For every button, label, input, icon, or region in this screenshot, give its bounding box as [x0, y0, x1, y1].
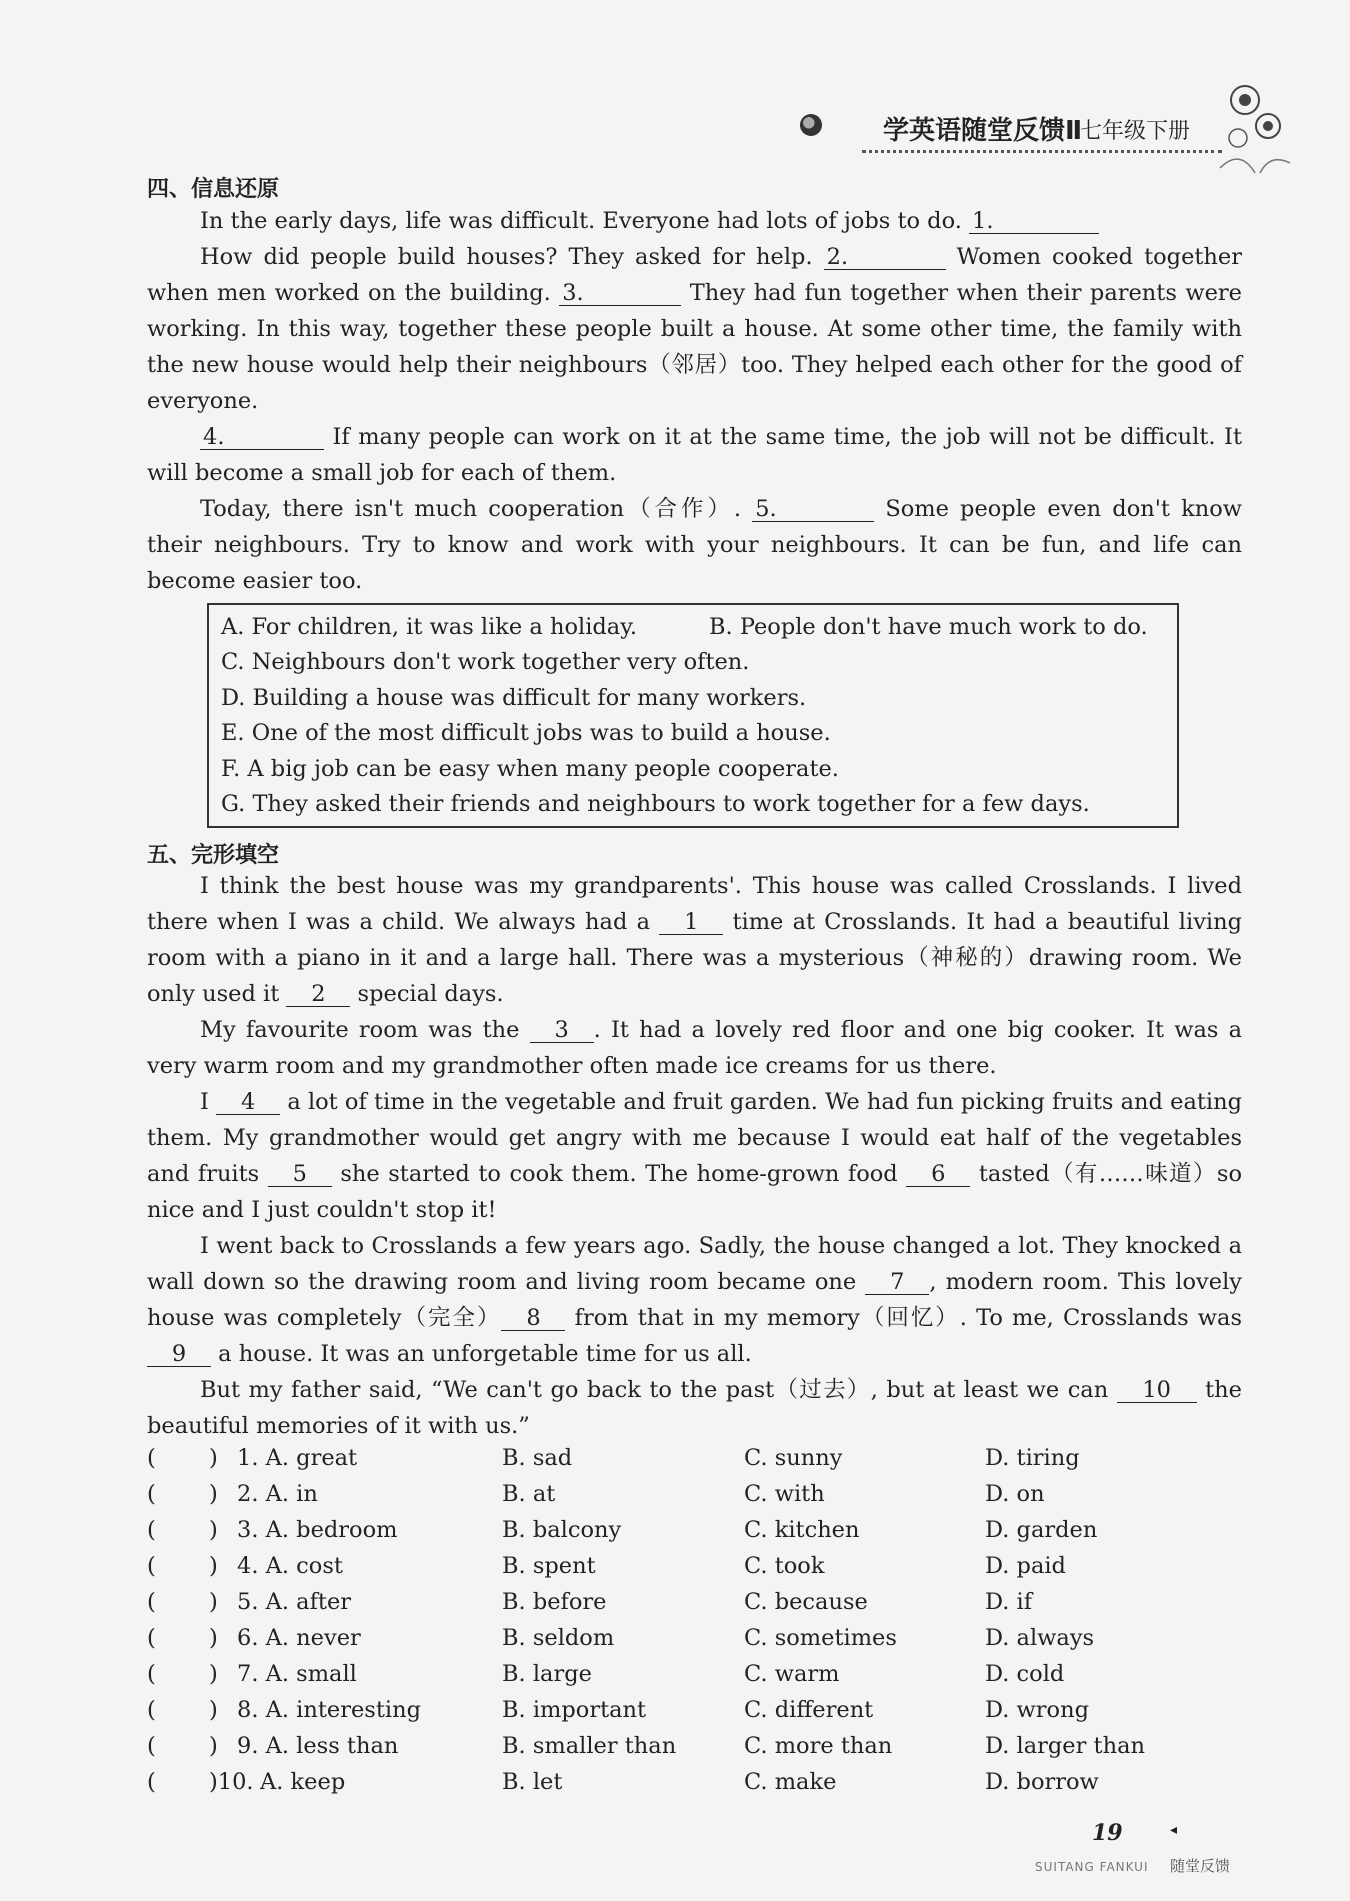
- choice-a: A. keep: [260, 1769, 346, 1795]
- s5-p3-text-3: she started to cook them. The home-grown food: [331, 1161, 907, 1187]
- question-row: [147, 1553, 1247, 1587]
- answer-paren-close: ): [209, 1517, 218, 1543]
- question-row: [147, 1589, 1247, 1623]
- answer-blank-1[interactable]: 1.: [969, 209, 1099, 234]
- choice-a: 3. A. bedroom: [237, 1517, 398, 1543]
- answer-paren-open[interactable]: (: [147, 1769, 156, 1795]
- answer-paren-close: ): [209, 1625, 218, 1651]
- option-b: B. People don't have much work to do.: [709, 614, 1148, 640]
- book-title: 学英语随堂反馈Ⅱ: [883, 116, 1083, 146]
- choice-b: B. sad: [502, 1445, 573, 1471]
- choice-b: B. spent: [502, 1553, 596, 1579]
- choice-d: D. if: [985, 1589, 1033, 1615]
- question-row: [147, 1697, 1247, 1731]
- choice-c: C. kitchen: [744, 1517, 860, 1543]
- s5-p2-text-1: My favourite room was the: [200, 1017, 530, 1043]
- s5-paragraph-1: [147, 868, 1242, 1012]
- cloze-blank-3[interactable]: 3: [530, 1018, 594, 1043]
- footer-brand: SUITANG FANKUI: [1035, 1860, 1149, 1874]
- cloze-blank-2[interactable]: 2: [286, 982, 350, 1007]
- answer-paren-close: )10.: [209, 1769, 254, 1795]
- cloze-blank-1[interactable]: 1: [659, 910, 723, 935]
- cloze-blank-10[interactable]: 10: [1117, 1378, 1197, 1403]
- choice-a: 5. A. after: [237, 1589, 352, 1615]
- answer-blank-4[interactable]: 4.: [200, 425, 324, 450]
- choice-a: 6. A. never: [237, 1625, 361, 1651]
- s5-p3-text-4: tasted（有……味道）so nice and I just couldn't stop it!: [147, 1161, 1242, 1223]
- s4-p1-text: In the early days, life was difficult. Everyone had lots of jobs to do.: [200, 208, 970, 234]
- choice-a: 4. A. cost: [237, 1553, 343, 1579]
- question-row: [147, 1625, 1247, 1659]
- choice-c: C. with: [744, 1481, 825, 1507]
- choice-b: B. let: [502, 1769, 563, 1795]
- book-grade: 七年级下册: [1080, 119, 1191, 144]
- choice-d: D. on: [985, 1481, 1045, 1507]
- answer-paren-close: ): [209, 1445, 218, 1471]
- answer-paren-close: ): [209, 1733, 218, 1759]
- answer-paren-close: ): [209, 1697, 218, 1723]
- question-row: [147, 1661, 1247, 1695]
- cloze-blank-4[interactable]: 4: [216, 1090, 280, 1115]
- section-title-info-restore: 四、信息还原: [147, 177, 280, 202]
- s4-paragraph-3: [147, 419, 1242, 491]
- page-header: [800, 108, 1240, 148]
- s4-p2-text-1: How did people build houses? They asked for help.: [200, 244, 824, 270]
- s5-paragraph-5: [147, 1372, 1242, 1444]
- s5-p3-text-1: I: [200, 1089, 217, 1115]
- s5-paragraph-2: [147, 1012, 1242, 1084]
- question-row: [147, 1769, 1247, 1803]
- answer-blank-3[interactable]: 3.: [559, 281, 681, 306]
- s4-p4-text-2: Some people even don't know their neighbours. Try to know and work with your neighbours. It can be fun, and life can become easier too.: [147, 496, 1242, 594]
- answer-paren-open[interactable]: (: [147, 1625, 156, 1651]
- choice-d: D. wrong: [985, 1697, 1089, 1723]
- circle-bullet-icon: [800, 114, 822, 136]
- s4-paragraph-2: [147, 239, 1242, 419]
- answer-paren-open[interactable]: (: [147, 1733, 156, 1759]
- answer-blank-2[interactable]: 2.: [824, 245, 946, 270]
- s5-paragraph-4: [147, 1228, 1242, 1372]
- answer-paren-open[interactable]: (: [147, 1445, 156, 1471]
- choice-b: B. before: [502, 1589, 607, 1615]
- answer-paren-open[interactable]: (: [147, 1589, 156, 1615]
- choice-b: B. at: [502, 1481, 556, 1507]
- choice-a: 2. A. in: [237, 1481, 318, 1507]
- choice-b: B. important: [502, 1697, 647, 1723]
- choice-a: 7. A. small: [237, 1661, 357, 1687]
- choice-d: D. always: [985, 1625, 1095, 1651]
- option-g: G. They asked their friends and neighbours to work together for a few days.: [221, 791, 1090, 817]
- option-e: E. One of the most difficult jobs was to build a house.: [221, 720, 831, 746]
- s4-p2-text-2: Women cooked together when men worked on the building.: [147, 244, 1242, 306]
- cloze-blank-7[interactable]: 7: [865, 1270, 929, 1295]
- s5-p2-text-2: . It had a lovely red floor and one big cooker. It was a very warm room and my grandmother often made ice creams for us there.: [147, 1017, 1242, 1079]
- s5-p1-text-3: special days.: [350, 981, 504, 1007]
- s4-paragraph-1: [147, 203, 1242, 239]
- answer-paren-close: ): [209, 1481, 218, 1507]
- cloze-blank-9[interactable]: 9: [147, 1342, 211, 1367]
- sunflower-decoration-icon: [1210, 78, 1300, 178]
- s5-p1-text-2: time at Crosslands. It had a beautiful living room with a piano in it and a large hall. There was a mysterious（神秘的）drawing room. We only used it: [147, 909, 1242, 1007]
- s4-p2-text-3: They had fun together when their parents were working. In this way, together these people built a house. At some other time, the family with the new house would help their neighbours（邻居）too. They helped each other for the good of everyone.: [147, 280, 1242, 414]
- choice-c: C. sometimes: [744, 1625, 897, 1651]
- cloze-blank-8[interactable]: 8: [501, 1306, 565, 1331]
- choice-a: 8. A. interesting: [237, 1697, 421, 1723]
- question-row: [147, 1517, 1247, 1551]
- answer-paren-open[interactable]: (: [147, 1553, 156, 1579]
- choice-d: D. paid: [985, 1553, 1066, 1579]
- choice-a: 1. A. great: [237, 1445, 358, 1471]
- header-divider: [862, 150, 1222, 153]
- choice-b: B. balcony: [502, 1517, 622, 1543]
- answer-paren-open[interactable]: (: [147, 1661, 156, 1687]
- s5-p5-text-1: But my father said, “We can't go back to the past（过去）, but at least we can: [200, 1377, 1117, 1403]
- choice-d: D. larger than: [985, 1733, 1145, 1759]
- choice-b: B. seldom: [502, 1625, 615, 1651]
- s5-p1-text-1: I think the best house was my grandparents'. This house was called Crosslands. I lived there when I was a child. We always had a: [147, 873, 1242, 935]
- arrow-left-icon: ◂: [1170, 1822, 1178, 1838]
- choice-b: B. smaller than: [502, 1733, 677, 1759]
- answer-paren-close: ): [209, 1553, 218, 1579]
- choice-d: D. tiring: [985, 1445, 1080, 1471]
- page-number: 19: [1092, 1820, 1123, 1846]
- choice-d: D. cold: [985, 1661, 1065, 1687]
- choice-c: C. different: [744, 1697, 874, 1723]
- s5-p4-text-3: from that in my memory（回忆）. To me, Crosslands was: [565, 1305, 1242, 1331]
- s5-paragraph-3: [147, 1084, 1242, 1228]
- s4-paragraph-4: [147, 491, 1242, 599]
- choice-c: C. sunny: [744, 1445, 843, 1471]
- s5-p4-text-4: a house. It was an unforgetable time for us all.: [211, 1341, 752, 1367]
- s5-p5-text-2: the beautiful memories of it with us.”: [147, 1377, 1242, 1439]
- section-title-cloze: 五、完形填空: [147, 843, 280, 868]
- options-box: [207, 603, 1179, 828]
- answer-blank-5[interactable]: 5.: [752, 497, 874, 522]
- choice-c: C. make: [744, 1769, 837, 1795]
- cloze-blank-5[interactable]: 5: [268, 1162, 332, 1187]
- option-d: D. Building a house was difficult for many workers.: [221, 685, 807, 711]
- choice-d: D. garden: [985, 1517, 1098, 1543]
- question-row: [147, 1481, 1247, 1515]
- footer-tag: 随堂反馈: [1170, 1857, 1231, 1875]
- answer-paren-close: ): [209, 1661, 218, 1687]
- choice-c: C. because: [744, 1589, 868, 1615]
- choice-c: C. warm: [744, 1661, 840, 1687]
- answer-paren-close: ): [209, 1589, 218, 1615]
- answer-paren-open[interactable]: (: [147, 1517, 156, 1543]
- choice-c: C. took: [744, 1553, 825, 1579]
- option-c: C. Neighbours don't work together very often.: [221, 649, 750, 675]
- option-a: A. For children, it was like a holiday.: [221, 614, 638, 640]
- question-row: [147, 1733, 1247, 1767]
- choice-b: B. large: [502, 1661, 592, 1687]
- s5-p4-text-2: , modern room. This lovely house was completely（完全）: [147, 1269, 1242, 1331]
- question-row: [147, 1445, 1247, 1479]
- choice-a: 9. A. less than: [237, 1733, 399, 1759]
- s5-p4-text-1: I went back to Crosslands a few years ago. Sadly, the house changed a lot. They knocked a wall down so the drawing room and living room became one: [147, 1233, 1242, 1295]
- choice-d: D. borrow: [985, 1769, 1099, 1795]
- answer-paren-open[interactable]: (: [147, 1481, 156, 1507]
- cloze-blank-6[interactable]: 6: [906, 1162, 970, 1187]
- option-f: F. A big job can be easy when many people cooperate.: [221, 756, 839, 782]
- answer-paren-open[interactable]: (: [147, 1697, 156, 1723]
- choice-c: C. more than: [744, 1733, 893, 1759]
- s4-p4-text-1: Today, there isn't much cooperation（合作）.: [200, 496, 753, 522]
- s4-p3-text: If many people can work on it at the same time, the job will not be difficult. It will become a small job for each of them.: [147, 424, 1242, 486]
- s5-p3-text-2: a lot of time in the vegetable and fruit garden. We had fun picking fruits and eating them. My grandmother would get angry with me because I would eat half of the vegetables and fruits: [147, 1089, 1242, 1187]
